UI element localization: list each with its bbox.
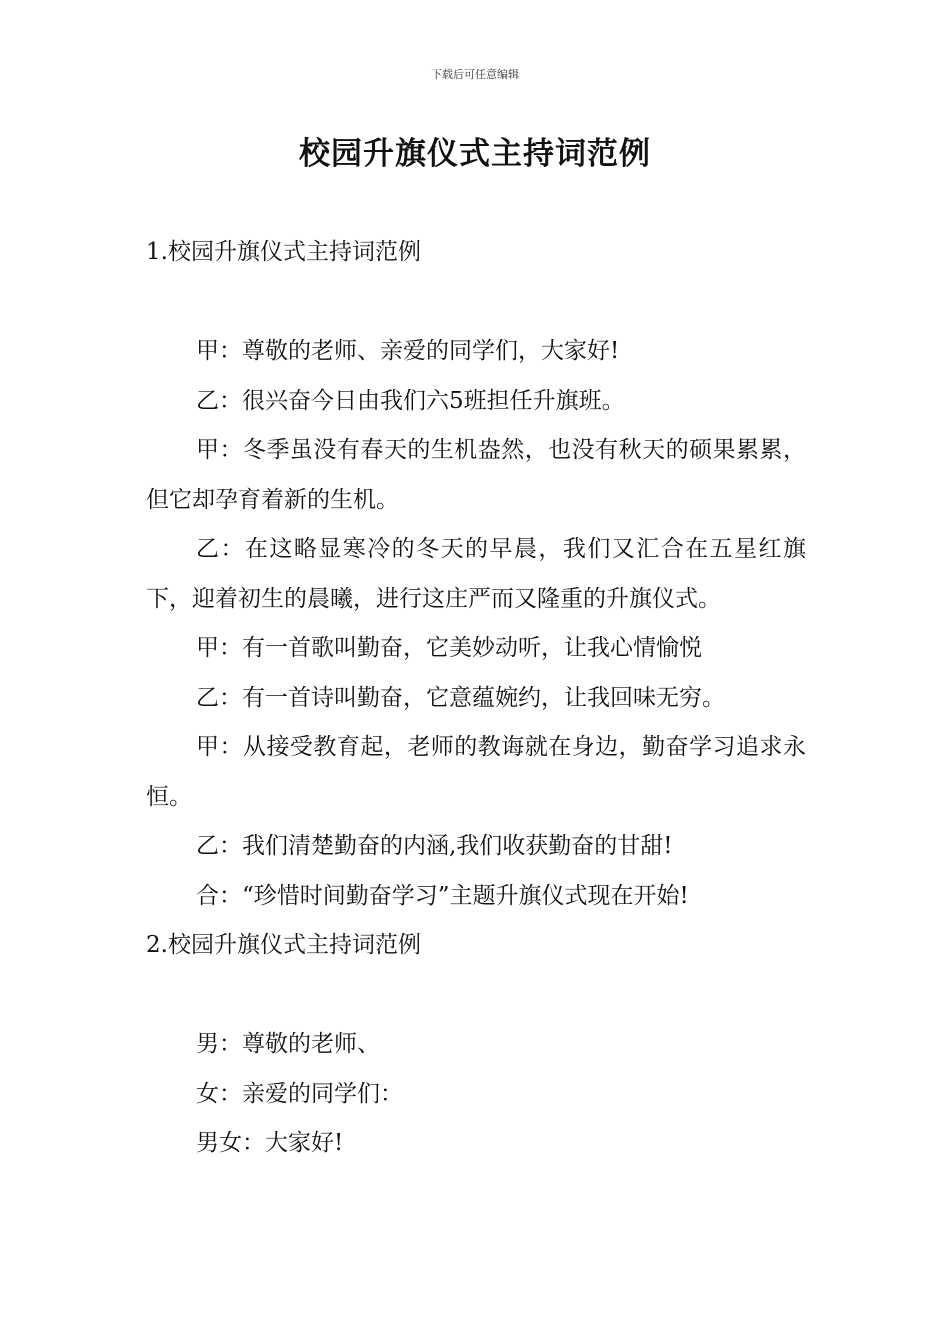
paragraph: 乙：在这略显寒冷的冬天的早晨，我们又汇合在五星红旗下，迎着初生的晨曦，进行这庄严而又隆重的升旗仪式。 (146, 536, 806, 612)
header-note: 下载后可任意编辑 (431, 68, 519, 81)
document-body (146, 228, 806, 1169)
paragraph: 乙：有一首诗叫勤奋，它意蕴婉约，让我回味无穷。 (196, 684, 725, 711)
paragraph: 男女：大家好! (196, 1130, 344, 1156)
paragraph: 男：尊敬的老师、 (196, 1031, 380, 1057)
paragraph: 乙：很兴奋今日由我们六5班担任升旗班。 (196, 387, 625, 414)
paragraph: 甲：尊敬的老师、亲爱的同学们，大家好! (196, 338, 620, 364)
paragraph: 女：亲爱的同学们： (196, 1080, 403, 1107)
paragraph: 甲：从接受教育起，老师的教诲就在身边，勤奋学习追求永恒。 (146, 734, 806, 810)
paragraph: 乙：我们清楚勤奋的内涵,我们收获勤奋的甘甜! (196, 833, 673, 859)
paragraph: 甲：冬季虽没有春天的生机盎然，也没有秋天的硕果累累，但它却孕育着新的生机。 (146, 437, 806, 513)
section-1-heading: 1.校园升旗仪式主持词范例 (146, 239, 421, 265)
document-title: 校园升旗仪式主持词范例 (299, 136, 651, 172)
paragraph: 合：“珍惜时间勤奋学习”主题升旗仪式现在开始! (196, 882, 689, 909)
section-2-heading: 2.校园升旗仪式主持词范例 (146, 932, 421, 958)
paragraph: 甲：有一首歌叫勤奋，它美妙动听，让我心情愉悦 (196, 635, 702, 661)
blank-line (146, 278, 806, 328)
blank-line (146, 971, 806, 1021)
